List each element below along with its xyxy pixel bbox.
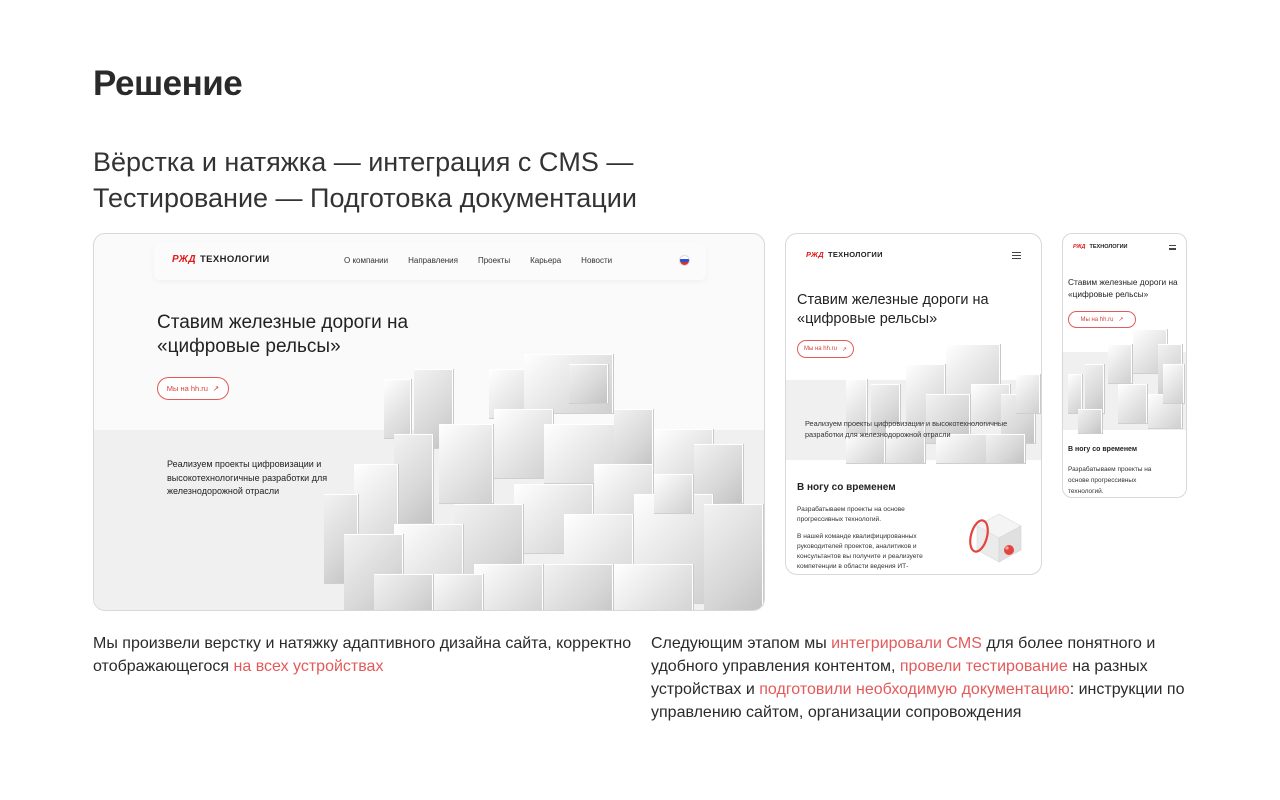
section-title: Решение [93, 64, 243, 103]
brand-logo[interactable] [1073, 244, 1128, 250]
desktop-navbar [154, 242, 706, 280]
decor-block [614, 409, 654, 469]
decor-block [544, 564, 614, 611]
brand-name: ТЕХНОЛОГИИ [199, 254, 270, 265]
hh-link-label: Мы на hh.ru [166, 384, 208, 393]
summary-left-highlight: на всех устройствах [233, 658, 384, 675]
hh-link-button[interactable] [797, 340, 854, 358]
summary-right-text-2: для более понятного и удобного управления контентом, [651, 635, 1156, 675]
summary-right-highlight-cms: интегрировали CMS [831, 635, 982, 652]
nav-item-career[interactable]: Карьера [530, 256, 562, 265]
mobile-section-heading: В ногу со временем [1068, 446, 1138, 453]
brand-logo[interactable] [172, 254, 270, 265]
tablet-hero-description: Реализуем проекты цифровизации и высокотехнологичные разработки для железнодорожной отрасли [805, 419, 1008, 439]
decor-block [704, 504, 764, 611]
summary-right-highlight-docs: подготовили необходимую документацию [759, 681, 1070, 698]
tablet-section-text-1: Разрабатываем проекты на основе прогрессивных технологий. [797, 506, 905, 523]
brand-mark: РЖД [1073, 244, 1086, 250]
summary-right-text-1: Следующим этапом мы [651, 635, 832, 652]
mobile-hero-title: Ставим железные дороги на «цифровые рельсы» [1068, 277, 1178, 299]
subtitle: Вёрстка и натяжка — интеграция с CMS — Тестирование — Подготовка документации [93, 147, 637, 213]
decor-block [1068, 374, 1083, 414]
summary-left-text: Мы произвели верстку и натяжку адаптивного дизайна сайта, корректно отображающегося [93, 635, 632, 675]
tablet-section-text-2: В нашей команде квалифицированных руководителей проектов, аналитиков и консультантов вы получите и реализуете компетенции в области ведения ИТ- [797, 533, 923, 570]
decor-block [1085, 364, 1105, 414]
nav-item-directions[interactable]: Направления [408, 256, 458, 265]
hh-link-label: Мы на hh.ru [803, 346, 837, 352]
summary-right [651, 632, 1211, 724]
decor-block [1016, 374, 1041, 414]
nav-item-projects[interactable]: Проекты [477, 256, 511, 265]
arrow-up-right-icon: ↗ [212, 384, 220, 393]
decor-block [1118, 384, 1148, 424]
desktop-hero-description: Реализуем проекты цифровизации и высокотехнологичные разработки для железнодорожной отрасли [167, 459, 328, 496]
brand-mark: РЖД [806, 250, 824, 259]
brand-logo[interactable] [806, 250, 883, 259]
nav-item-about[interactable]: О компании [344, 256, 389, 265]
mobile-mockup [1062, 233, 1187, 498]
decor-block [394, 434, 434, 524]
menu-icon[interactable] [1169, 245, 1176, 250]
decor-block [1108, 344, 1133, 384]
tablet-section-heading: В ногу со временем [797, 482, 896, 493]
arrow-up-right-icon: ↗ [841, 346, 847, 353]
decor-block [1163, 364, 1185, 404]
hh-link-label: Мы на hh.ru [1080, 316, 1114, 323]
decor-block [1078, 409, 1103, 434]
arrow-up-right-icon: ↗ [1118, 317, 1124, 323]
decor-block [384, 379, 412, 439]
summary-right-text-4: : инструкции по управлению сайтом, организации сопровождения [651, 681, 1185, 721]
desktop-mockup [93, 233, 765, 611]
brand-name: ТЕХНОЛОГИИ [828, 250, 883, 259]
desktop-hero-title: Ставим железные дороги на «цифровые рельсы» [157, 312, 409, 357]
decor-block [614, 564, 694, 611]
cube-3d-icon [957, 496, 1027, 571]
brand-mark: РЖД [172, 254, 196, 265]
decor-block [439, 424, 494, 504]
mobile-section-text: Разрабатываем проекты на основе прогрессивных технологий. [1068, 466, 1152, 495]
brand-name: ТЕХНОЛОГИИ [1089, 244, 1128, 250]
decor-block [474, 564, 544, 611]
tablet-hero-title: Ставим железные дороги на «цифровые рельсы» [797, 292, 989, 327]
hh-link-button[interactable] [157, 377, 229, 400]
menu-icon[interactable] [1012, 252, 1021, 259]
nav-item-news[interactable]: Новости [581, 256, 613, 265]
decor-block [374, 574, 434, 611]
summary-right-text-3: на разных устройствах и [651, 658, 1148, 698]
decor-block [569, 364, 609, 404]
tablet-mockup [785, 233, 1042, 575]
summary-left [93, 632, 633, 678]
desktop-menu [344, 256, 612, 265]
hh-link-button[interactable] [1068, 311, 1136, 328]
summary-right-highlight-testing: провели тестирование [899, 658, 1068, 675]
language-flag-icon[interactable] [679, 255, 690, 266]
decor-block [654, 474, 694, 514]
